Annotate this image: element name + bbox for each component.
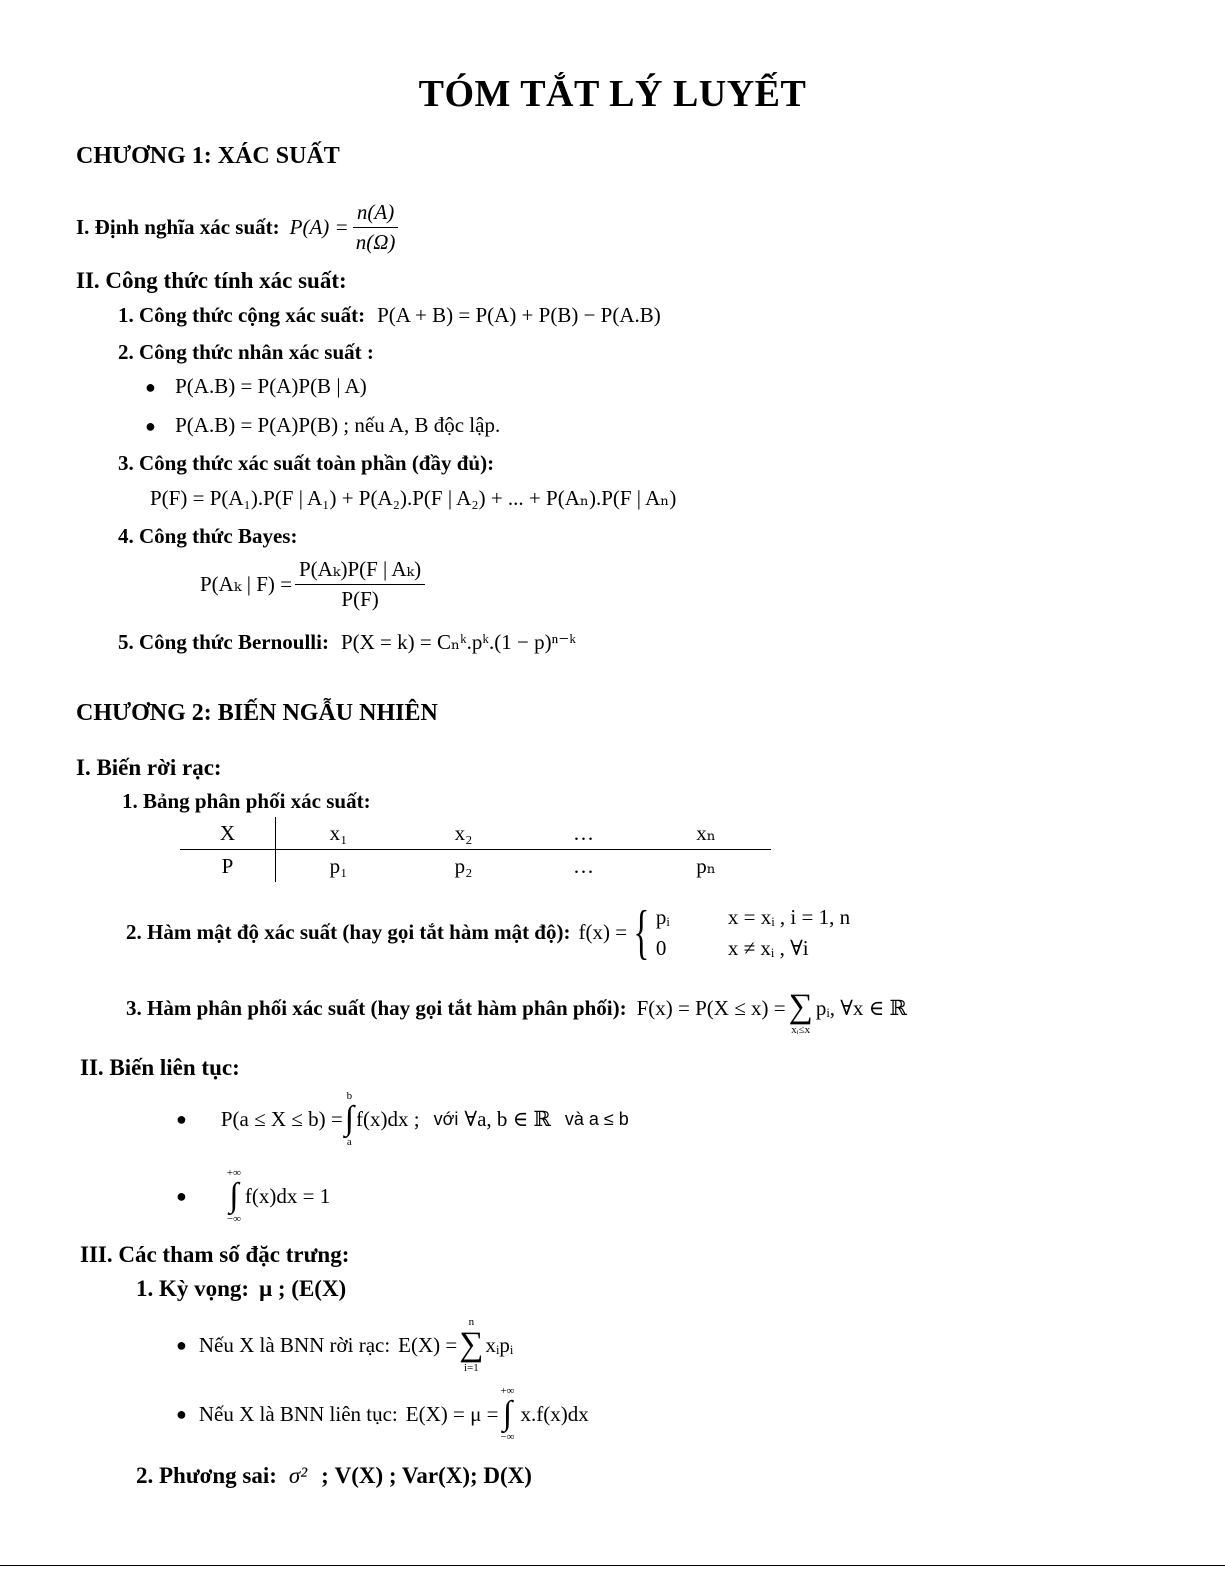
addition-rule	[118, 303, 661, 328]
interval-probability: P(a ≤ X ≤ b) =	[220, 1106, 343, 1131]
expectation-integral	[500, 1385, 514, 1443]
interval-integrand: f(x)dx ;	[356, 1106, 420, 1131]
density-case-1-condition: x = xᵢ , i = 1, n	[727, 904, 851, 929]
bayes-denominator: P(F)	[341, 587, 379, 611]
expectation-discrete	[176, 1316, 513, 1374]
distribution-sum	[789, 990, 813, 1036]
expectation-sum	[459, 1316, 483, 1374]
bullet-icon: ●	[176, 1334, 187, 1355]
continuous-variable-heading: II. Biến liên tục:	[80, 1055, 240, 1080]
bernoulli-rule	[118, 630, 576, 655]
section-formulas-heading: II. Công thức tính xác suất:	[76, 268, 347, 293]
definition-numerator: n(A)	[353, 200, 398, 228]
table-cell: p₂	[454, 853, 473, 878]
sum-upper-limit: n	[468, 1316, 475, 1328]
sum-icon: ∑	[788, 988, 813, 1025]
expectation-label: 1. Kỳ vọng:	[136, 1276, 250, 1301]
interval-note-prefix: với	[433, 1108, 459, 1129]
table-row	[180, 817, 771, 850]
probability-definition	[76, 200, 402, 255]
left-brace-icon: {	[633, 899, 650, 965]
expectation-discrete-rest: xᵢpᵢ	[485, 1332, 514, 1357]
multiplication-formula-1: P(A.B) = P(A)P(B | A)	[175, 374, 367, 398]
integral-upper-limit: +∞	[226, 1167, 241, 1179]
variance-rest: ; V(X) ; Var(X); D(X)	[321, 1463, 532, 1488]
sum-icon: ∑	[459, 1326, 484, 1363]
variance-label: 2. Phương sai:	[136, 1463, 277, 1488]
table-cell: X	[180, 817, 276, 850]
sum-lower-limit: i=1	[463, 1362, 479, 1374]
table-cell: P	[180, 850, 276, 883]
distribution-label: 3. Hàm phân phối xác suất (hay gọi tắt hàm phân phối):	[126, 996, 627, 1020]
chapter-2-heading: CHƯƠNG 2: BIẾN NGẪU NHIÊN	[76, 700, 438, 726]
total-probability-formula: P(F) = P(A₁).P(F | A₁) + P(A₂).P(F | A₂) + ... + P(Aₙ).P(F | Aₙ)	[150, 486, 677, 510]
integral-upper-limit: +∞	[500, 1385, 515, 1397]
interval-note-math: ∀a, b ∈ ℝ	[464, 1106, 551, 1131]
bernoulli-formula: P(X = k) = Cₙᵏ.pᵏ.(1 − p)ⁿ⁻ᵏ	[340, 630, 576, 654]
bullet-icon: ●	[176, 1185, 187, 1206]
distribution-function	[126, 990, 907, 1036]
bullet-icon: ●	[176, 1403, 187, 1424]
definition-label: I. Định nghĩa xác suất:	[76, 215, 280, 239]
density-case-2	[656, 936, 850, 961]
integral-lower-limit: a	[346, 1136, 352, 1148]
bullet-icon: ●	[145, 416, 156, 436]
bayes-formula	[200, 557, 428, 612]
expectation-continuous-lhs: E(X) = μ =	[405, 1401, 499, 1426]
bayes-fraction	[295, 557, 425, 612]
addition-rule-formula: P(A + B) = P(A) + P(B) − P(A.B)	[377, 303, 661, 327]
expectation-continuous	[176, 1385, 589, 1443]
density-label: 2. Hàm mật độ xác suất (hay gọi tắt hàm mật độ):	[126, 920, 571, 944]
total-probability-label: 3. Công thức xác suất toàn phần (đầy đủ):	[118, 451, 495, 475]
definition-fraction	[352, 200, 400, 255]
table-cell: pₙ	[696, 853, 716, 878]
bayes-numerator: P(Aₖ)P(F | Aₖ)	[295, 557, 425, 585]
table-cell: …	[573, 853, 594, 878]
page-bottom-divider	[0, 1565, 1225, 1566]
integral-icon: ∫	[502, 1395, 513, 1432]
bullet-icon: ●	[145, 377, 156, 397]
expectation-symbol: μ ; (E(X)	[259, 1276, 347, 1301]
table-cell: xₙ	[641, 817, 771, 850]
integral-upper-limit: b	[346, 1090, 353, 1102]
expectation-discrete-lhs: E(X) =	[398, 1332, 458, 1357]
integral-icon: ∫	[229, 1177, 239, 1214]
table-cell: …	[526, 817, 641, 850]
variance-heading	[136, 1463, 532, 1489]
expectation-continuous-text: Nếu X là BNN liên tục:	[198, 1401, 398, 1426]
multiplication-rule-label: 2. Công thức nhân xác suất :	[118, 340, 374, 364]
page-title: TÓM TẮT LÝ LUYẾT	[418, 73, 807, 115]
multiplication-bullet-1	[145, 374, 367, 399]
distribution-table-label: 1. Bảng phân phối xác suất:	[122, 789, 371, 813]
expectation-continuous-rest: x.f(x)dx	[520, 1401, 589, 1426]
density-function	[126, 898, 850, 967]
bernoulli-label: 5. Công thức Bernoulli:	[118, 630, 329, 654]
density-lhs: f(x) =	[578, 920, 628, 944]
discrete-variable-heading: I. Biến rời rạc:	[76, 755, 222, 780]
density-cases	[656, 905, 850, 961]
expectation-heading	[136, 1276, 346, 1302]
integral-a-b	[345, 1090, 354, 1148]
continuous-bullet-2	[176, 1167, 330, 1225]
integral-lower-limit: −∞	[226, 1213, 241, 1225]
normalization-integrand: f(x)dx = 1	[244, 1183, 331, 1208]
integral-infinite	[227, 1167, 241, 1225]
multiplication-formula-2: P(A.B) = P(A)P(B) ; nếu A, B độc lập.	[175, 413, 501, 437]
bayes-lhs: P(Aₖ | F) =	[200, 572, 292, 596]
bayes-label: 4. Công thức Bayes:	[118, 524, 298, 548]
sum-lower-limit: xᵢ≤x	[791, 1024, 811, 1036]
integral-icon: ∫	[344, 1100, 354, 1137]
density-case-2-condition: x ≠ xᵢ , ∀i	[727, 935, 809, 960]
table-cell: x₁	[276, 817, 402, 850]
density-case-1	[656, 905, 850, 930]
chapter-1-heading: CHƯƠNG 1: XÁC SUẤT	[76, 143, 340, 169]
addition-rule-label: 1. Công thức cộng xác suất:	[118, 303, 366, 327]
table-cell: x₂	[401, 817, 526, 850]
density-case-2-value: 0	[655, 935, 667, 960]
characteristics-heading: III. Các tham số đặc trưng:	[80, 1242, 350, 1267]
interval-note-suffix: và a ≤ b	[564, 1108, 629, 1129]
distribution-table	[180, 817, 771, 882]
table-cell: p₁	[329, 853, 348, 878]
continuous-bullet-1	[176, 1090, 629, 1148]
distribution-formula: F(x) = P(X ≤ x) =	[636, 996, 786, 1020]
definition-denominator: n(Ω)	[355, 230, 396, 254]
expectation-discrete-text: Nếu X là BNN rời rạc:	[198, 1332, 391, 1357]
distribution-rest: pᵢ, ∀x ∈ ℝ	[815, 996, 907, 1020]
multiplication-bullet-2	[145, 413, 500, 438]
distribution-table-grid	[180, 817, 771, 882]
bullet-icon: ●	[176, 1108, 187, 1129]
density-case-1-value: pᵢ	[655, 904, 670, 929]
integral-lower-limit: −∞	[500, 1431, 515, 1443]
table-row	[180, 850, 771, 883]
definition-lhs: P(A) =	[289, 215, 349, 239]
variance-symbol: σ²	[288, 1463, 308, 1488]
